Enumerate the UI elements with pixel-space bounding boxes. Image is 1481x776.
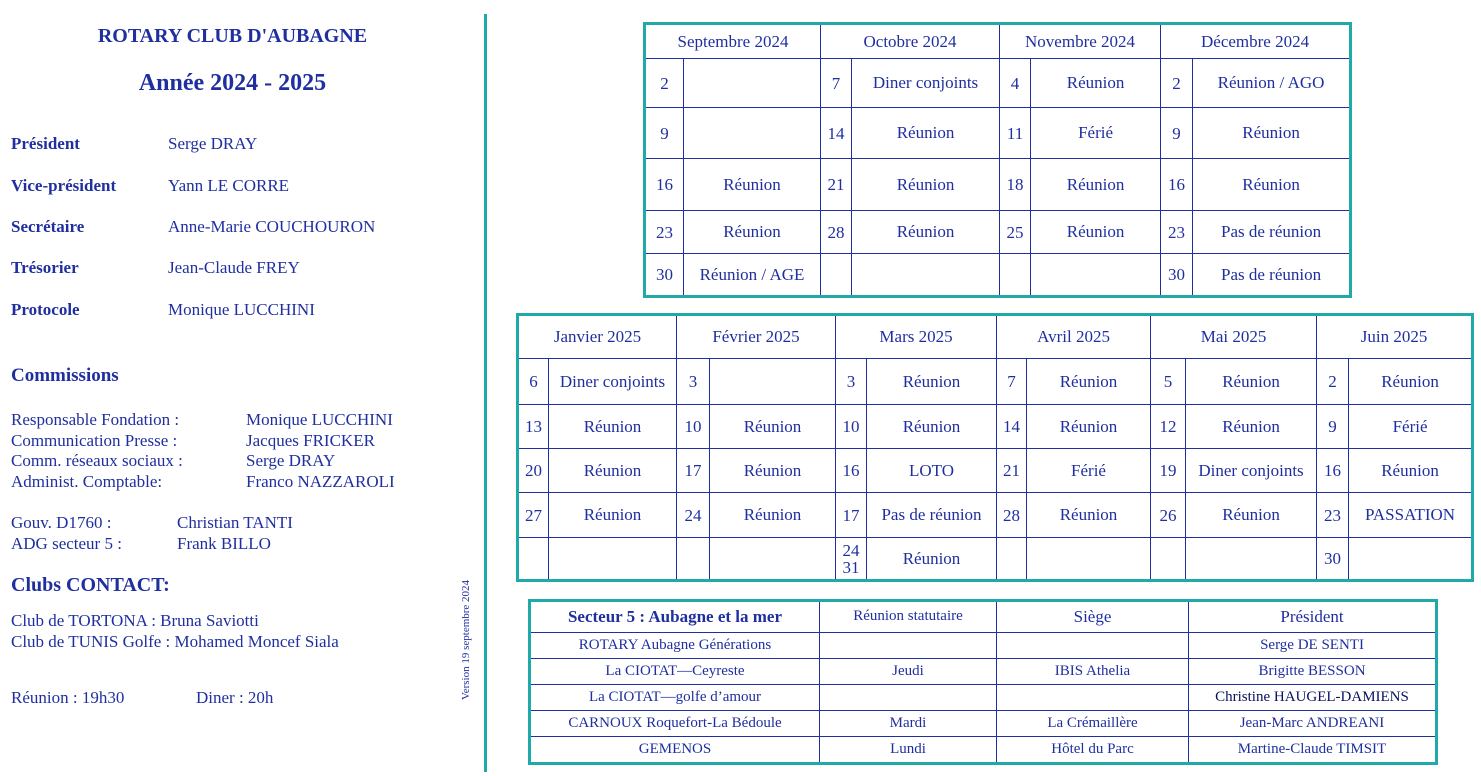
season-year: Année 2024 - 2025 (138, 70, 327, 96)
day-number: 16 (645, 159, 684, 211)
day-number: 30 (1161, 254, 1193, 297)
month-header: Juin 2025 (1317, 315, 1473, 359)
event-cell (1186, 538, 1317, 581)
week-row (645, 254, 1351, 297)
day-number: 16 (1317, 449, 1349, 493)
sector-header: Secteur 5 : Aubagne et la mer (530, 601, 820, 633)
sector-cell: La CIOTAT—golfe d’amour (530, 684, 820, 710)
sector-table (528, 599, 1438, 765)
day-number: 21 (821, 159, 852, 211)
month-header: Mars 2025 (836, 315, 997, 359)
day-number (677, 538, 710, 581)
event-cell: Pas de réunion (1193, 211, 1351, 254)
event-cell: Pas de réunion (1193, 254, 1351, 297)
divider-line (484, 14, 487, 772)
month-header: Avril 2025 (997, 315, 1151, 359)
sector-cell: Jeudi (820, 658, 997, 684)
day-number (821, 254, 852, 297)
event-cell (684, 59, 821, 108)
day-number: 2 (1317, 359, 1349, 405)
officer-role: Protocole (11, 300, 80, 319)
event-cell (852, 254, 1000, 297)
event-cell: Pas de réunion (867, 493, 997, 538)
day-number: 10 (836, 405, 867, 449)
day-number: 24 31 (836, 538, 867, 581)
day-number (1151, 538, 1186, 581)
day-number: 6 (518, 359, 549, 405)
event-cell (710, 538, 836, 581)
event-cell: Réunion (710, 405, 836, 449)
event-cell: Réunion (684, 159, 821, 211)
event-cell: Férié (1349, 405, 1473, 449)
officer-role: Vice-président (11, 176, 117, 195)
day-number: 23 (645, 211, 684, 254)
event-cell (1349, 538, 1473, 581)
event-cell (710, 359, 836, 405)
officer-role: Trésorier (11, 258, 79, 277)
month-header: Septembre 2024 (645, 24, 821, 59)
month-header: Janvier 2025 (518, 315, 677, 359)
sector-cell: CARNOUX Roquefort-La Bédoule (530, 710, 820, 736)
commission-name: Jacques FRICKER (246, 431, 375, 450)
commission-name: Serge DRAY (246, 451, 336, 470)
event-cell (1031, 254, 1161, 297)
sector-row (530, 684, 1437, 710)
event-cell: Réunion (549, 405, 677, 449)
day-number: 17 (677, 449, 710, 493)
event-cell: Réunion (852, 159, 1000, 211)
day-number: 19 (1151, 449, 1186, 493)
officer-name: Yann LE CORRE (168, 176, 290, 195)
commissions-title: Commissions (11, 365, 119, 386)
contact-club: Club de TUNIS Golfe : Mohamed Moncef Siala (11, 632, 339, 651)
dinner-time: Diner : 20h (196, 688, 274, 707)
sector-row (530, 710, 1437, 736)
month-header: Février 2025 (677, 315, 836, 359)
event-cell: Réunion (1027, 359, 1151, 405)
event-cell: Réunion (1349, 449, 1473, 493)
week-row (518, 493, 1473, 538)
day-number: 5 (1151, 359, 1186, 405)
day-number: 21 (997, 449, 1027, 493)
sector-cell: Lundi (820, 736, 997, 763)
event-cell: Réunion (1031, 159, 1161, 211)
officer-name: Anne-Marie COUCHOURON (168, 217, 376, 236)
sector-header: Siège (997, 601, 1189, 633)
day-number: 28 (997, 493, 1027, 538)
event-cell: Réunion (867, 538, 997, 581)
event-cell: Diner conjoints (549, 359, 677, 405)
day-number: 9 (1317, 405, 1349, 449)
month-header-row (518, 315, 1473, 359)
week-row (645, 108, 1351, 159)
event-cell: Réunion (1193, 108, 1351, 159)
sector-cell: La Crémaillère (997, 710, 1189, 736)
sector-cell: La CIOTAT—Ceyreste (530, 658, 820, 684)
event-cell: Réunion (852, 211, 1000, 254)
sector-row (530, 632, 1437, 658)
event-cell: Réunion (549, 449, 677, 493)
month-header: Octobre 2024 (821, 24, 1000, 59)
day-number: 7 (821, 59, 852, 108)
event-cell: LOTO (867, 449, 997, 493)
sector-cell: Jean-Marc ANDREANI (1189, 710, 1437, 736)
day-number: 10 (677, 405, 710, 449)
gov-label: ADG secteur 5 : (11, 534, 122, 553)
day-number: 14 (821, 108, 852, 159)
event-cell: Réunion (1027, 405, 1151, 449)
week-row (518, 538, 1473, 581)
week-row (645, 211, 1351, 254)
event-cell: Réunion (1349, 359, 1473, 405)
event-cell: Réunion (852, 108, 1000, 159)
day-number: 2 (1161, 59, 1193, 108)
sector-cell: ROTARY Aubagne Générations (530, 632, 820, 658)
contact-club: Club de TORTONA : Bruna Saviotti (11, 611, 259, 630)
sector-header-row (530, 601, 1437, 633)
officer-role: Secrétaire (11, 217, 85, 236)
month-header-row (645, 24, 1351, 59)
week-row (518, 449, 1473, 493)
gov-name: Christian TANTI (177, 513, 293, 532)
event-cell: Réunion (867, 405, 997, 449)
contacts-title: Clubs CONTACT: (11, 574, 170, 596)
sector-cell: Serge DE SENTI (1189, 632, 1437, 658)
sector-row (530, 736, 1437, 763)
sector-cell: Hôtel du Parc (997, 736, 1189, 763)
calendar-top (643, 22, 1352, 298)
day-number: 23 (1317, 493, 1349, 538)
sector-row (530, 658, 1437, 684)
week-row (645, 159, 1351, 211)
day-number (1000, 254, 1031, 297)
day-number: 14 (997, 405, 1027, 449)
event-cell: Réunion (684, 211, 821, 254)
sector-cell: Christine HAUGEL-DAMIENS (1189, 684, 1437, 710)
week-row (518, 359, 1473, 405)
event-cell: Férié (1027, 449, 1151, 493)
event-cell: Réunion / AGE (684, 254, 821, 297)
day-number: 11 (1000, 108, 1031, 159)
event-cell: Réunion (1031, 211, 1161, 254)
month-header: Novembre 2024 (1000, 24, 1161, 59)
sector-cell: IBIS Athelia (997, 658, 1189, 684)
meeting-time: Réunion : 19h30 (11, 688, 125, 707)
commission-label: Responsable Fondation : (11, 410, 180, 429)
club-name: ROTARY CLUB D'AUBAGNE (97, 25, 368, 47)
sector-cell (997, 632, 1189, 658)
day-number: 28 (821, 211, 852, 254)
commission-label: Administ. Comptable: (11, 472, 163, 491)
day-number: 25 (1000, 211, 1031, 254)
week-row (645, 59, 1351, 108)
day-number: 26 (1151, 493, 1186, 538)
event-cell: Diner conjoints (1186, 449, 1317, 493)
gov-label: Gouv. D1760 : (11, 513, 112, 532)
event-cell: Réunion (549, 493, 677, 538)
event-cell: Diner conjoints (852, 59, 1000, 108)
sector-cell (820, 632, 997, 658)
officer-name: Jean-Claude FREY (168, 258, 300, 277)
event-cell (549, 538, 677, 581)
day-number: 12 (1151, 405, 1186, 449)
day-number: 16 (1161, 159, 1193, 211)
event-cell: PASSATION (1349, 493, 1473, 538)
day-number: 23 (1161, 211, 1193, 254)
day-number: 3 (677, 359, 710, 405)
sector-cell: Martine-Claude TIMSIT (1189, 736, 1437, 763)
day-number: 20 (518, 449, 549, 493)
commission-name: Monique LUCCHINI (246, 410, 393, 429)
event-cell: Réunion (1027, 493, 1151, 538)
commission-name: Franco NAZZAROLI (246, 472, 395, 491)
day-number: 9 (645, 108, 684, 159)
commission-label: Communication Presse : (11, 431, 178, 450)
sector-header: Réunion statutaire (820, 601, 997, 633)
sector-cell: Mardi (820, 710, 997, 736)
calendar-bottom (516, 313, 1474, 582)
month-header: Mai 2025 (1151, 315, 1317, 359)
month-header: Décembre 2024 (1161, 24, 1351, 59)
sector-cell: Brigitte BESSON (1189, 658, 1437, 684)
day-number: 16 (836, 449, 867, 493)
week-row (518, 405, 1473, 449)
version-note: Version 19 septembre 2024 (460, 579, 472, 700)
sector-header: Président (1189, 601, 1437, 633)
event-cell: Réunion (1193, 159, 1351, 211)
day-number: 30 (645, 254, 684, 297)
day-number: 17 (836, 493, 867, 538)
event-cell (684, 108, 821, 159)
officer-role: Président (11, 134, 80, 153)
day-number: 30 (1317, 538, 1349, 581)
day-number: 24 (677, 493, 710, 538)
day-number: 3 (836, 359, 867, 405)
gov-name: Frank BILLO (177, 534, 271, 553)
day-number (997, 538, 1027, 581)
event-cell: Réunion (1031, 59, 1161, 108)
event-cell: Férié (1031, 108, 1161, 159)
event-cell: Réunion (1186, 405, 1317, 449)
sector-cell (820, 684, 997, 710)
event-cell: Réunion / AGO (1193, 59, 1351, 108)
officer-name: Monique LUCCHINI (168, 300, 315, 319)
day-number: 4 (1000, 59, 1031, 108)
day-number: 27 (518, 493, 549, 538)
day-number: 7 (997, 359, 1027, 405)
sector-cell: GEMENOS (530, 736, 820, 763)
event-cell: Réunion (867, 359, 997, 405)
event-cell: Réunion (1186, 493, 1317, 538)
day-number: 2 (645, 59, 684, 108)
officer-name: Serge DRAY (168, 134, 258, 153)
day-number: 18 (1000, 159, 1031, 211)
event-cell (1027, 538, 1151, 581)
day-number: 9 (1161, 108, 1193, 159)
event-cell: Réunion (1186, 359, 1317, 405)
sector-cell (997, 684, 1189, 710)
day-number: 13 (518, 405, 549, 449)
event-cell: Réunion (710, 493, 836, 538)
event-cell: Réunion (710, 449, 836, 493)
commission-label: Comm. réseaux sociaux : (11, 451, 183, 470)
day-number (518, 538, 549, 581)
